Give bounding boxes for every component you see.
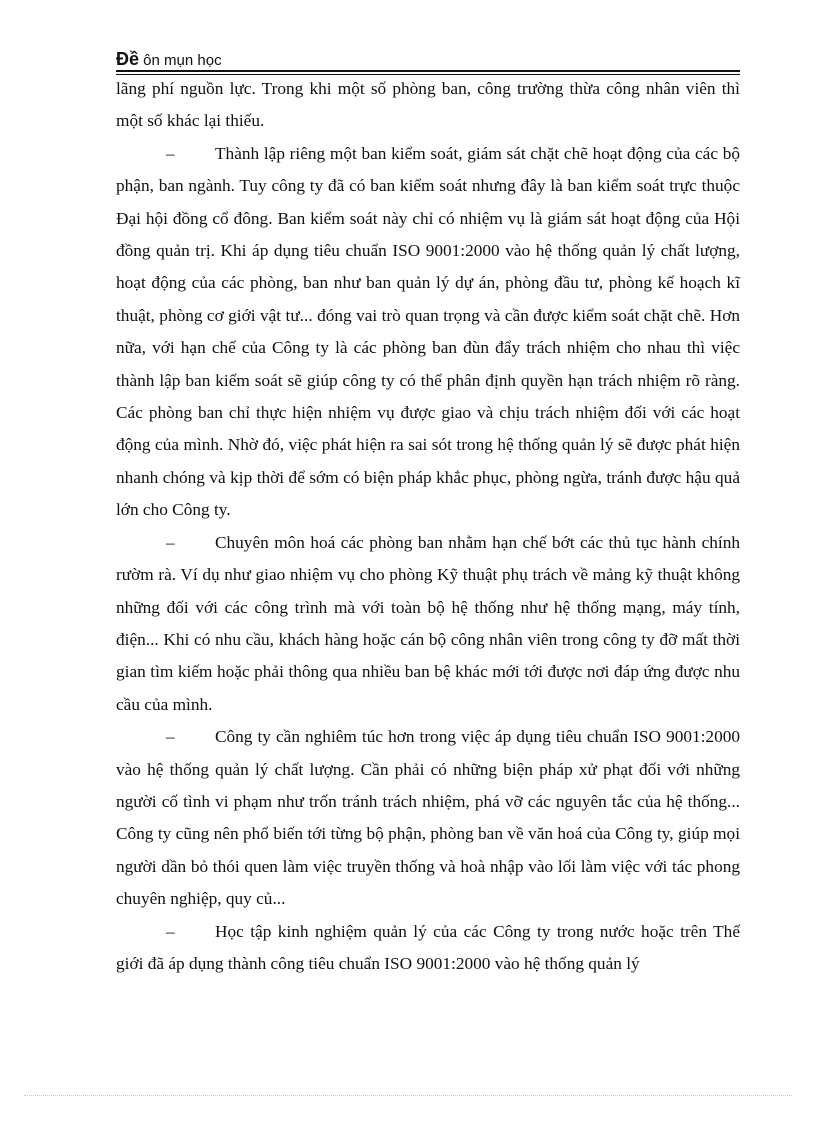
header-title <box>116 50 222 70</box>
paragraph-text: Thành lập riêng một ban kiểm soát, giám sát chặt chẽ hoạt động của các bộ phận, ban ngành. Tuy công ty đã có ban kiểm soát nhưng đây là ban kiểm soát trực thuộc Đại hội đồng cổ đông. Ban kiểm soát này chỉ có nhiệm vụ là giám sát hoạt động của Hội đồng quản trị. Khi áp dụng tiêu chuẩn ISO 9001:2000 vào hệ thống quản lý chất lượng, hoạt động của các phòng, ban như ban quản lý dự án, phòng đầu tư, phòng kế hoạch kĩ thuật, phòng cơ giới vật tư... đóng vai trò quan trọng và cần được kiểm soát chặt chẽ. Hơn nữa, với hạn chế của Công ty là các phòng ban đùn đẩy trách nhiệm cho nhau thì việc thành lập ban kiểm soát sẽ giúp công ty có thể phân định quyền hạn trách nhiệm rõ ràng. Các phòng ban chỉ thực hiện nhiệm vụ được giao và chịu trách nhiệm đối với các hoạt động của mình. Nhờ đó, việc phát hiện ra sai sót trong hệ thống quản lý sẽ được phát hiện nhanh chóng và kịp thời để sớm có biện pháp khắc phục, phòng ngừa, tránh được hậu quả lớn cho Công ty. <box>116 143 740 520</box>
dash-bullet: – <box>166 532 175 552</box>
paragraph-bullet <box>116 138 740 527</box>
paragraph-bullet <box>116 721 740 915</box>
paragraph-text: Học tập kinh nghiệm quản lý của các Công ty trong nước hoặc trên Thế giới đã áp dụng thành công tiêu chuẩn ISO 9001:2000 vào hệ thống quản lý <box>116 921 740 973</box>
paragraph-text: Công ty cần nghiêm túc hơn trong việc áp dụng tiêu chuẩn ISO 9001:2000 vào hệ thống quản lý chất lượng. Cần phải có những biện pháp xử phạt đối với những người cố tình vi phạm như trốn tránh trách nhiệm, phá vỡ các nguyên tắc của hệ thống... Công ty cũng nên phổ biến tới từng bộ phận, phòng ban về văn hoá của Công ty, giúp mọi người dần bỏ thói quen làm việc truyền thống và hoà nhập vào lối làm việc với tác phong chuyên nghiệp, quy củ... <box>116 727 740 909</box>
header-rule-thick <box>116 70 740 72</box>
footer-dotted-rule <box>24 1095 792 1096</box>
header-title-initial: Đề <box>116 49 140 69</box>
header-title-rest: ôn mụn học <box>139 52 222 69</box>
dash-bullet: – <box>166 727 175 747</box>
dash-bullet: – <box>166 143 175 163</box>
paragraph-continuation <box>116 73 740 138</box>
dash-bullet: – <box>166 921 175 941</box>
paragraph-bullet <box>116 916 740 981</box>
paragraph-bullet <box>116 527 740 721</box>
body-text <box>116 73 740 980</box>
paragraph-text: Chuyên môn hoá các phòng ban nhằm hạn chế bớt các thủ tục hành chính rườm rà. Ví dụ như giao nhiệm vụ cho phòng Kỹ thuật phụ trách về mảng kỹ thuật không những đối với các công trình mà với toàn bộ hệ thống như hệ thống mạng, máy tính, điện... Khi có nhu cầu, khách hàng hoặc cán bộ công nhân viên trong công ty đỡ mất thời gian tìm kiếm hoặc phải thông qua nhiều ban bệ khác mới tới được nơi đáp ứng được nhu cầu của mình. <box>116 532 740 714</box>
paragraph-text: lãng phí nguồn lực. Trong khi một số phòng ban, công trường thừa công nhân viên thì một số khác lại thiếu. <box>116 79 740 131</box>
